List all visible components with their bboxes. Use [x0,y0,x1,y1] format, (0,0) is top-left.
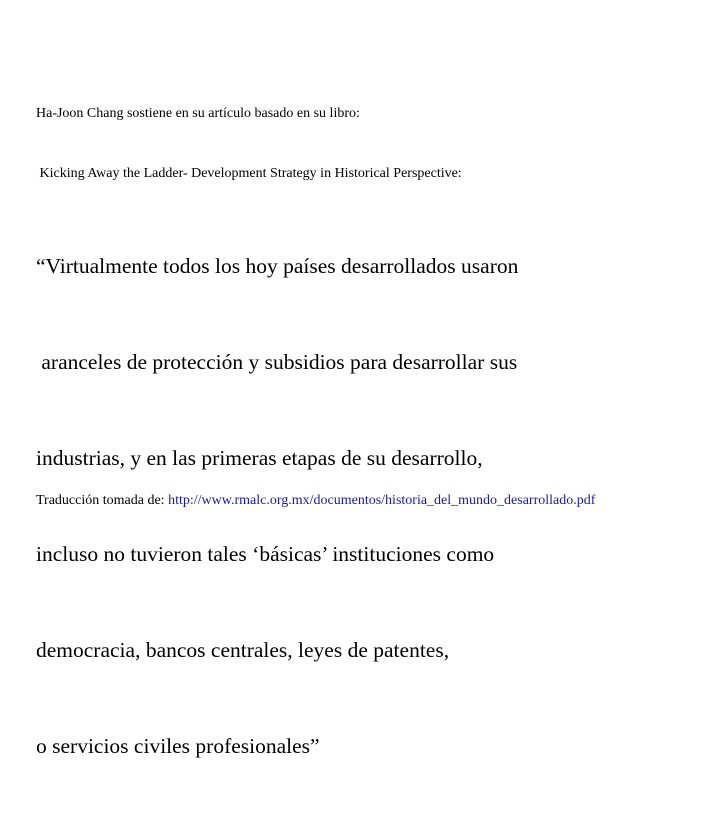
quote-line: aranceles de protección y subsidios para desarrollar sus [36,350,518,374]
quote-line: o servicios civiles profesionales” [36,734,320,758]
source-label: Traducción tomada de: [36,493,169,508]
quote-line: democracia, bancos centrales, leyes de patentes, [36,638,450,662]
source-credit [36,491,716,511]
quote-line: incluso no tuvieron tales ‘básicas’ instituciones como [36,542,495,566]
source-link[interactable]: http://www.rmalc.org.mx/documentos/historia_del_mundo_desarrollado.pdf [168,493,596,508]
quote-line: “Virtualmente todos los hoy países desarrollados usaron [36,254,519,278]
quote-line: industrias, y en las primeras etapas de su desarrollo, [36,446,483,470]
intro-line-1: Ha-Joon Chang sostiene en su artículo basado en su libro: [36,106,360,121]
intro-line-2: Kicking Away the Ladder- Development Strategy in Historical Perspective: [36,166,462,181]
